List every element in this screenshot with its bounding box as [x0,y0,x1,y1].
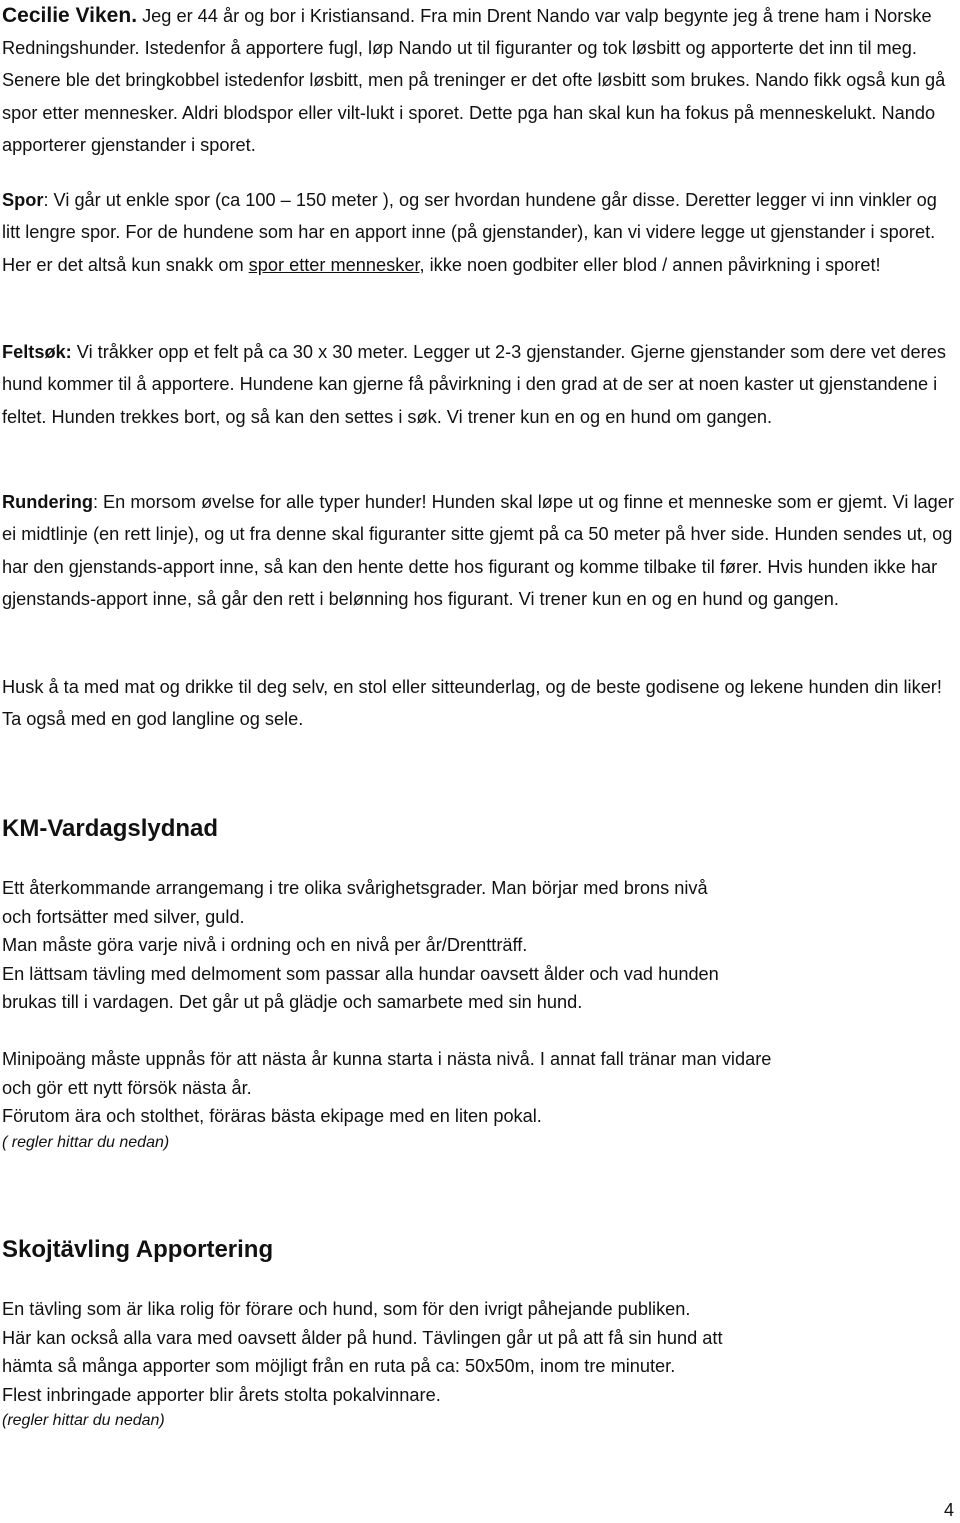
page-number: 4 [943,1500,954,1520]
km-line: Minipoäng måste uppnås för att nästa år kunna starta i nästa nivå. I annat fall tränar man vidare [2,1048,772,1069]
feltsok-label: Feltsøk: [2,342,72,362]
km-line: och fortsätter med silver, guld. [2,906,245,927]
spor-paragraph [2,184,954,281]
rundering-label: Rundering [2,492,93,512]
skoj-line: En tävling som är lika rolig för förare och hund, som för den ivrigt påhejande publiken. [2,1299,691,1319]
km-rules-note: ( regler hittar du nedan) [2,1133,170,1151]
km-line: Förutom ära och stolthet, föräras bästa ekipage med en liten pokal. [2,1106,542,1127]
skoj-line: Flest inbringade apporter blir årets stolta pokalvinnare. [2,1384,441,1405]
author-name: Cecilie Viken. [2,4,138,27]
spor-text-b: , ikke noen godbiter eller blod / annen påvirkning i sporet! [419,254,881,275]
skoj-rules-note: (regler hittar du nedan) [2,1412,165,1430]
skoj-heading: Skojtävling Apportering [2,1236,274,1263]
spor-section [2,184,954,281]
spor-label: Spor [2,190,44,210]
km-line: och gör ett nytt försök nästa år. [2,1077,252,1098]
km-line: En lättsam tävling med delmoment som passar alla hundar oavsett ålder och vad hunden [2,963,719,984]
km-heading: KM-Vardagslydnad [2,815,219,842]
intro-paragraph [2,0,954,161]
feltsok-paragraph [2,336,954,433]
km-line: brukas till i vardagen. Det går ut på glädje och samarbete med sin hund. [2,992,583,1013]
skoj-line: hämta så många apporter som möjligt från en ruta på ca: 50x50m, inom tre minuter. [2,1356,676,1377]
km-section [2,814,954,1155]
spor-underlined: spor etter mennesker [248,254,420,275]
husk-section [2,671,954,736]
km-line: Man måste göra varje nivå i ordning och en nivå per år/Drentträff. [2,935,528,956]
feltsok-text: Vi tråkker opp et felt på ca 30 x 30 meter. Legger ut 2-3 gjenstander. Gjerne gjenstander som dere vet deres hund kommer til å apportere. Hundene kan gjerne få påvirkning i den grad at de ser at noen kaster ut gjenstandene i feltet. Hunden trekkes bort, og så kan den settes i søk. Vi trener kun en og en hund om gangen. [2,342,946,427]
rundering-text: : En morsom øvelse for alle typer hunder! Hunden skal løpe ut og finne et menneske som er gjemt. Vi lager ei midtlinje (en rett linje), og ut fra denne skal figuranter sitte gjemt på ca 50 meter på hver side. Hunden sendes ut, og har den gjenstands-apport inne, så kan den hente dette hos figurant og komme tilbake til fører. Hvis hunden ikke har gjenstands-apport inne, så går den rett i belønning hos figurant. Vi trener kun en og en hund og gangen. [2,492,954,610]
intro-section [2,0,954,161]
rundering-paragraph [2,486,954,616]
skoj-line: Här kan också alla vara med oavsett ålder på hund. Tävlingen går ut på att få sin hund att [2,1327,723,1348]
skoj-section [2,1235,954,1433]
feltsok-section [2,336,954,433]
husk-paragraph: Husk å ta med mat og drikke til deg selv, en stol eller sitteunderlag, og de beste godisene og lekene hunden din liker! Ta også med en god langline og sele. [2,677,942,730]
rundering-section [2,486,954,616]
spor-text-a: : Vi går ut enkle spor (ca 100 – 150 meter ), og ser hvordan hundene går disse. Deretter legger vi inn vinkler og litt lengre spor. For de hundene som har en apport inne (på gjenstander), kan vi videre legge ut gjenstander i sporet. Her er det altså kun snakk om [2,190,937,275]
intro-text: Jeg er 44 år og bor i Kristiansand. Fra min Drent Nando var valp begynte jeg å trene ham i Norske Redningshunder. Istedenfor å apportere fugl, løp Nando ut til figuranter og tok løsbitt og apporterte det inn til meg. Senere ble det bringkobbel istedenfor løsbitt, men på treninger er det ofte løsbitt som brukes. Nando fikk også kun gå spor etter mennesker. Aldri blodspor eller vilt-lukt i sporet. Dette pga han skal kun ha fokus på menneskelukt. Nando apporterer gjenstander i sporet. [2,6,946,155]
km-line: Ett återkommande arrangemang i tre olika svårighetsgrader. Man börjar med brons nivå [2,878,708,898]
